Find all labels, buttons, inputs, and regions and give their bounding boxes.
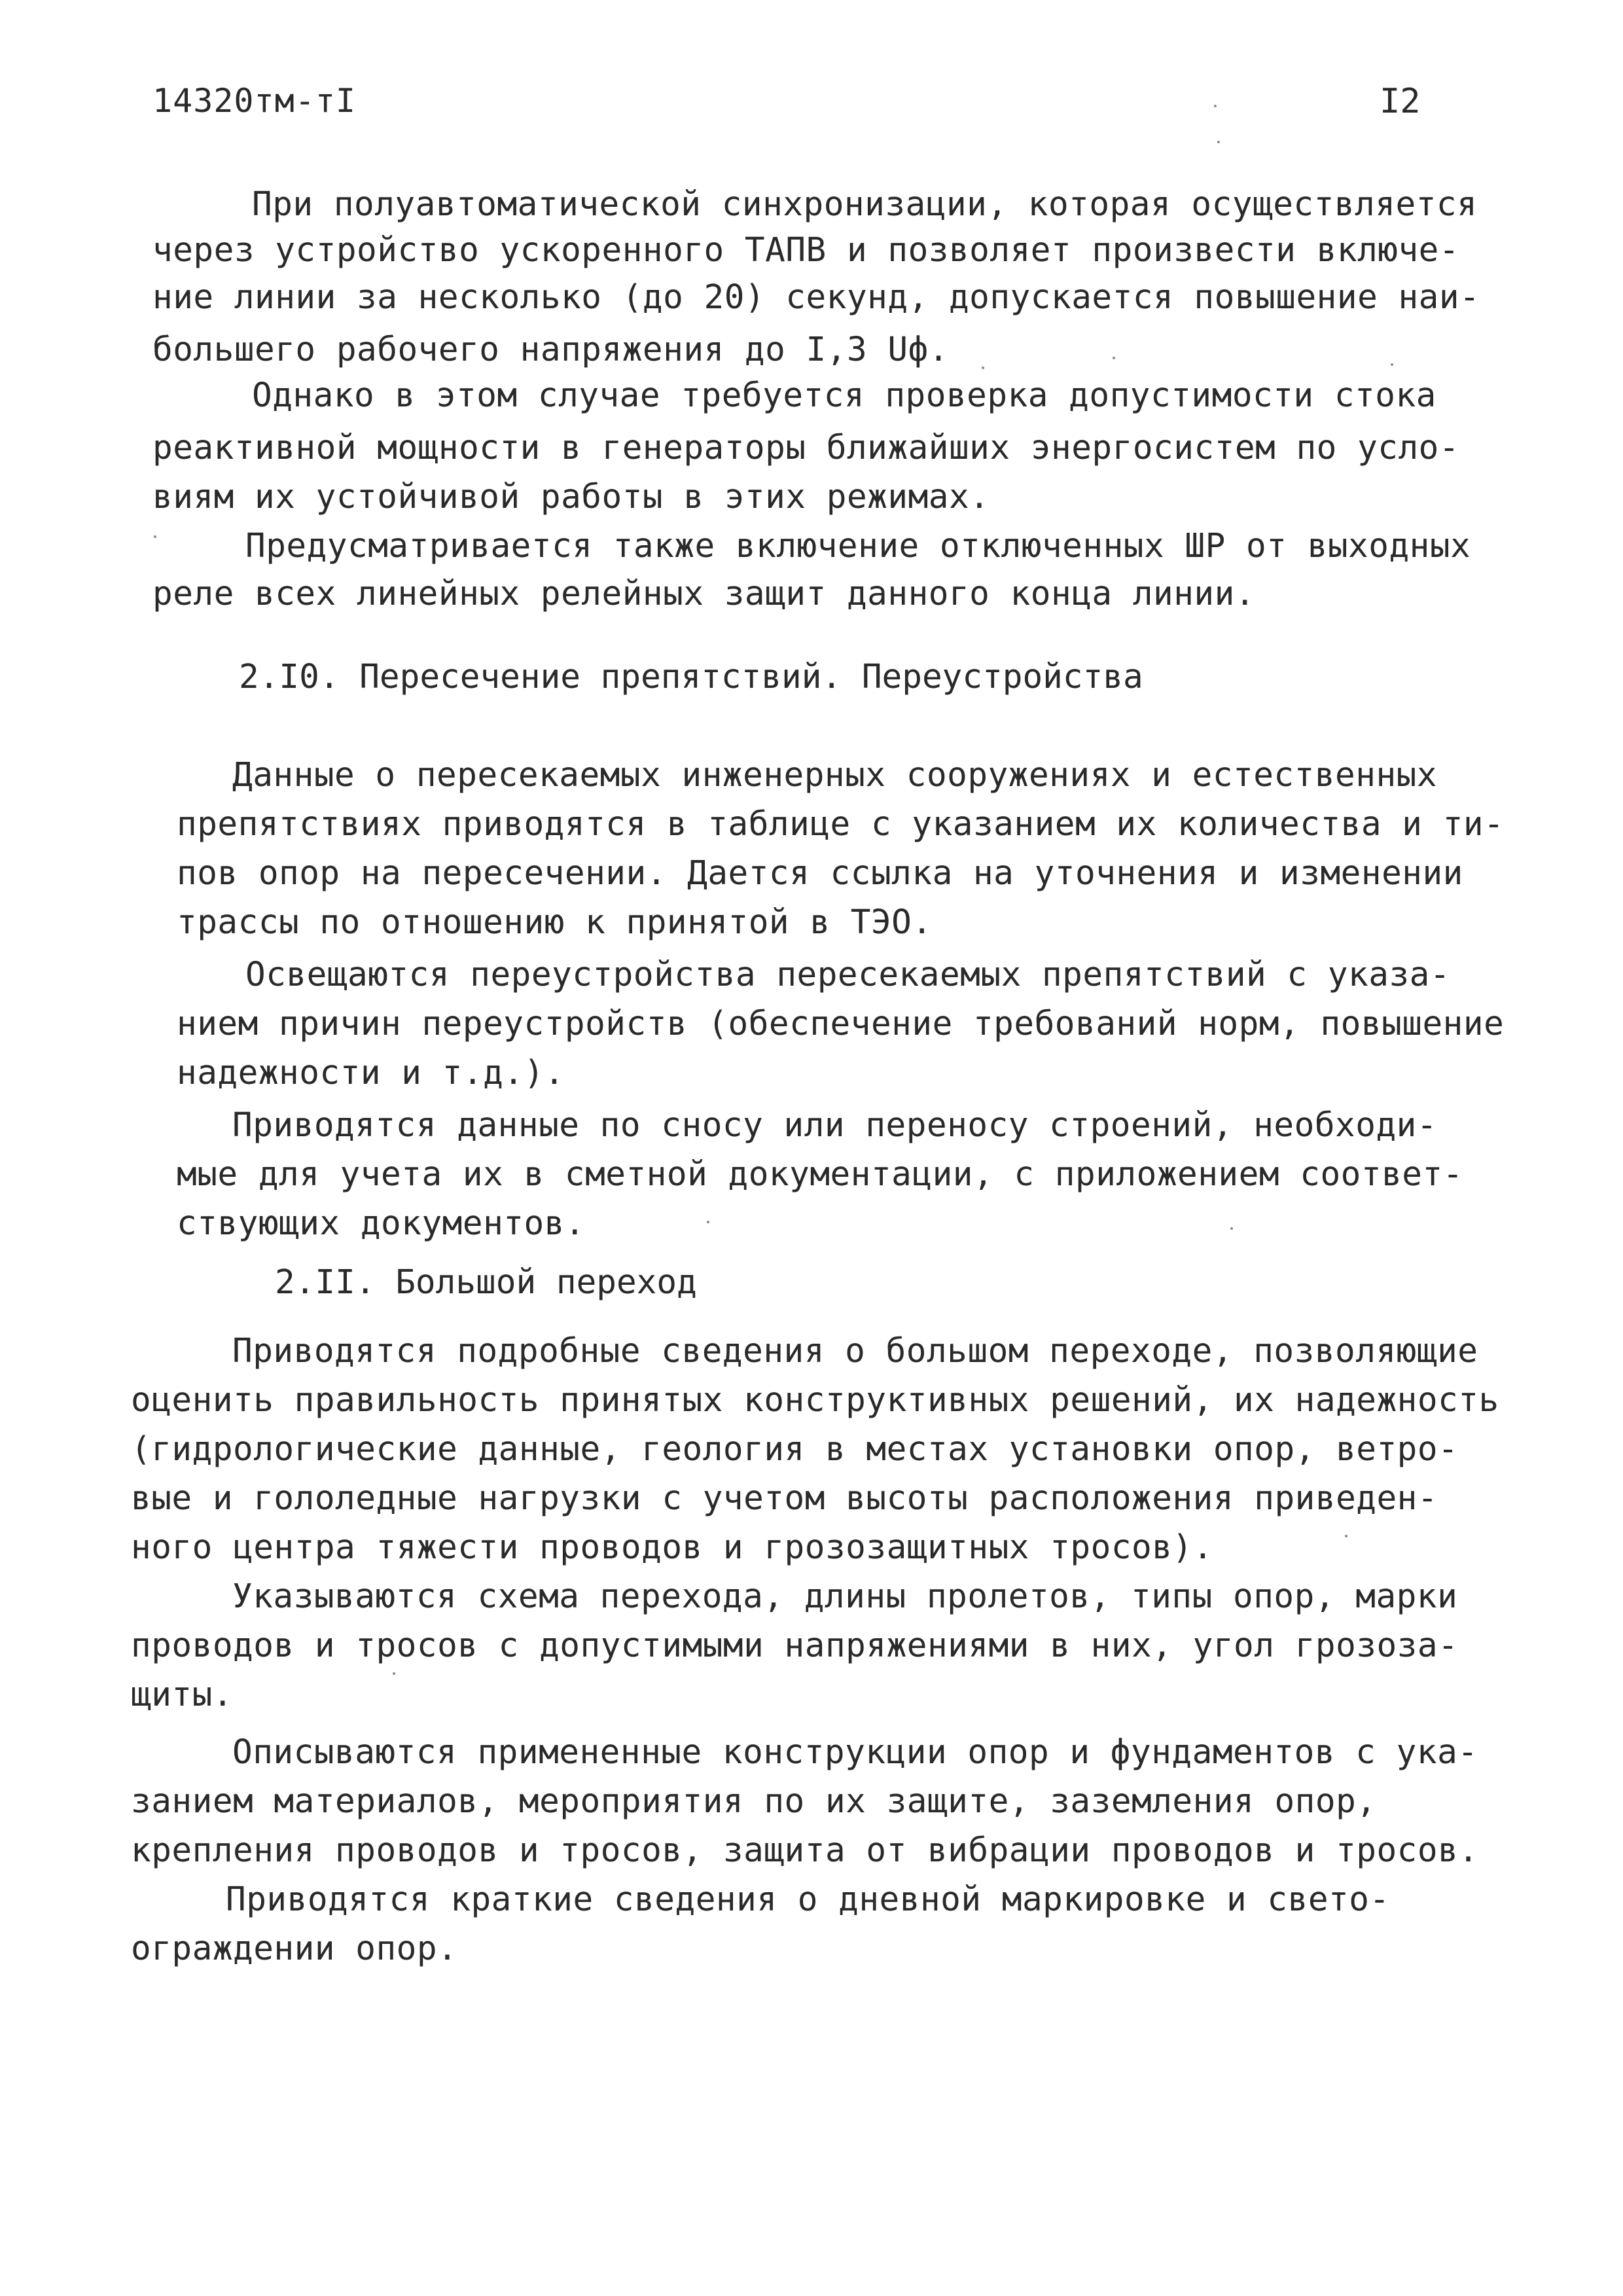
paragraph-line: ограждении опор. xyxy=(131,1929,458,1968)
scan-speck xyxy=(154,535,156,538)
paragraph-line: Предусматривается также включение отключенных ШР от выходных xyxy=(245,527,1471,565)
paragraph-line: (гидрологические данные, геология в местах установки опор, ветро- xyxy=(131,1430,1459,1469)
paragraph-line: ствующих документов. xyxy=(177,1204,586,1243)
scan-speck xyxy=(1345,1535,1347,1537)
scan-speck xyxy=(1391,363,1393,366)
paragraph-line: Освещаются переустройства пересекаемых препятствий с указа- xyxy=(245,956,1451,994)
paragraph-line: оценить правильность принятых конструктивных решений, их надежность xyxy=(131,1381,1499,1420)
paragraph-line: вые и гололедные нагрузки с учетом высоты расположения приведен- xyxy=(131,1479,1438,1518)
paragraph-line: нием причин переустройств (обеспечение требований норм, повышение xyxy=(177,1005,1505,1043)
scan-speck xyxy=(393,1672,395,1675)
document-code: 14320тм-тI xyxy=(152,82,357,120)
scan-speck xyxy=(707,1221,709,1223)
paragraph-line: реле всех линейных релейных защит данного конца линии. xyxy=(152,575,1256,613)
paragraph-line: Однако в этом случае требуется проверка допустимости стока xyxy=(252,376,1436,415)
paragraph-line: ние линии за несколько (до 20) секунд, допускается повышение наи- xyxy=(152,278,1480,317)
paragraph-line: большего рабочего напряжения до I,3 Uф. xyxy=(152,331,949,369)
paragraph-line: Данные о пересекаемых инженерных сооружениях и естественных xyxy=(232,756,1438,795)
scan-speck xyxy=(1214,105,1217,107)
page-number: I2 xyxy=(1380,82,1421,121)
paragraph-line: Указываются схема перехода, длины пролетов, типы опор, марки xyxy=(232,1577,1458,1616)
paragraph-line: Приводятся данные по сносу или переносу строений, необходи- xyxy=(232,1106,1438,1145)
scan-speck xyxy=(1217,141,1220,143)
paragraph-line: проводов и тросов с допустимыми напряжениями в них, угол грозоза- xyxy=(131,1626,1459,1665)
paragraph-line: мые для учета их в сметной документации, с приложением соответ- xyxy=(177,1155,1463,1194)
paragraph-line: реактивной мощности в генераторы ближайших энергосистем по усло- xyxy=(152,429,1460,467)
section-heading: 2.I0. Пересечение препятствий. Переустройства xyxy=(239,658,1143,696)
paragraph-line: крепления проводов и тросов, защита от вибрации проводов и тросов. xyxy=(131,1831,1479,1870)
paragraph-line: пов опор на пересечении. Дается ссылка на уточнения и изменении xyxy=(177,854,1463,893)
paragraph-line: При полуавтоматической синхронизации, которая осуществляется xyxy=(252,185,1478,224)
section-heading: 2.II. Большой переход xyxy=(275,1263,697,1302)
paragraph-line: Описываются примененные конструкции опор и фундаментов с ука- xyxy=(232,1733,1478,1772)
scan-speck xyxy=(1113,357,1115,359)
paragraph-line: щиты. xyxy=(131,1676,234,1714)
paragraph-line: надежности и т.д.). xyxy=(177,1054,565,1092)
paragraph-line: Приводятся подробные сведения о большом переходе, позволяющие xyxy=(232,1332,1478,1371)
paragraph-line: трассы по отношению к принятой в ТЭО. xyxy=(177,903,933,942)
paragraph-line: виям их устойчивой работы в этих режимах. xyxy=(152,478,990,516)
paragraph-line: занием материалов, мероприятия по их защите, заземления опор, xyxy=(131,1782,1377,1821)
paragraph-line: препятствиях приводятся в таблице с указанием их количества и ти- xyxy=(177,805,1505,844)
paragraph-line: Приводятся краткие сведения о дневной маркировке и свето- xyxy=(226,1880,1390,1919)
scan-speck xyxy=(982,367,984,369)
paragraph-line: ного центра тяжести проводов и грозозащитных тросов). xyxy=(131,1528,1213,1567)
scan-speck xyxy=(1230,1227,1233,1230)
paragraph-line: через устройство ускоренного ТАПВ и позволяет произвести включе- xyxy=(152,231,1460,270)
